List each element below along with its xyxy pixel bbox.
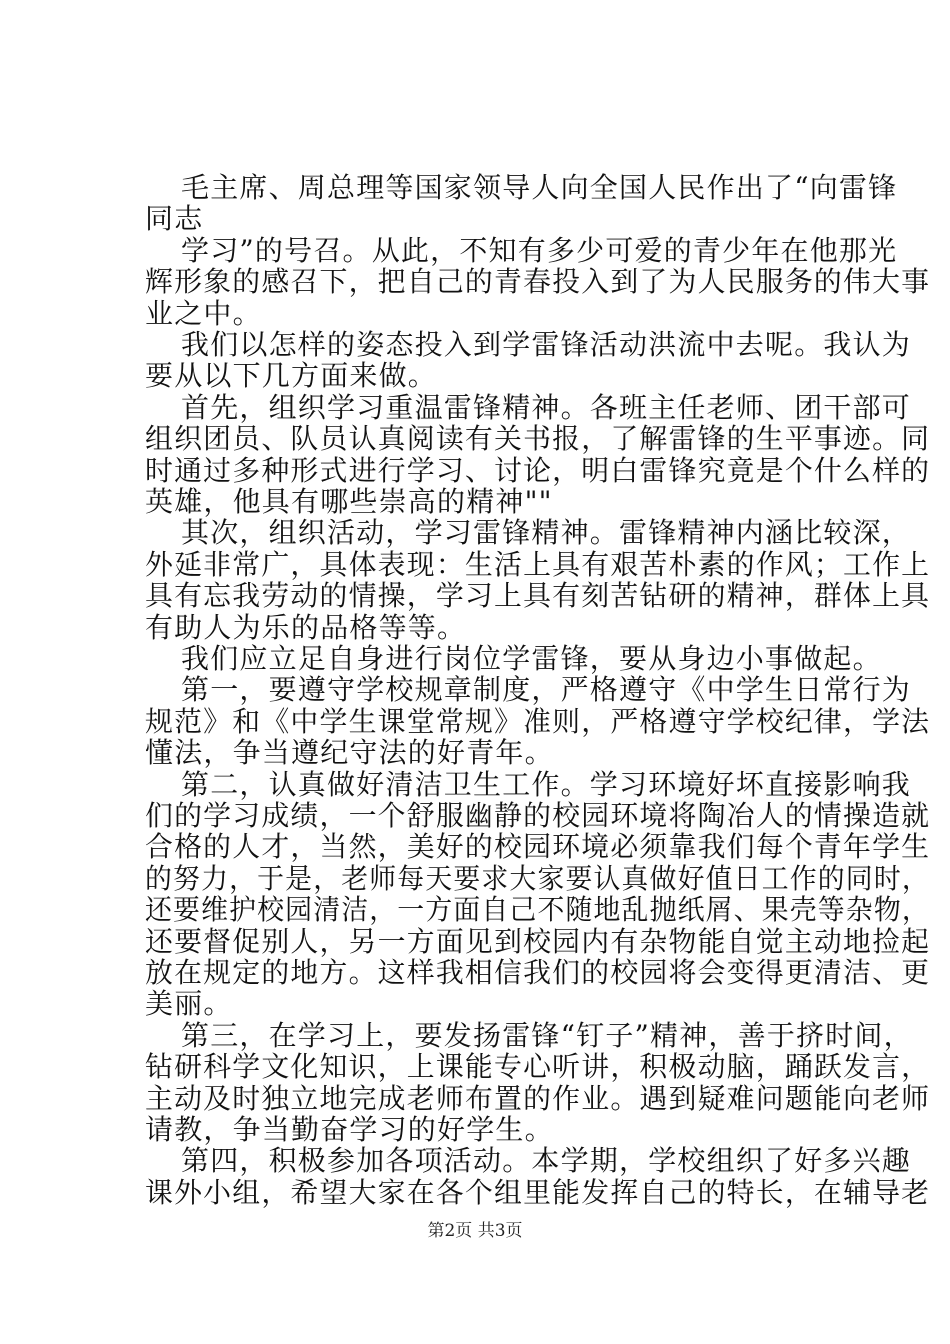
text-line: 我们应立足自身进行岗位学雷锋，要从身边小事做起。 (181, 642, 882, 675)
text-line: 懂法，争当遵纪守法的好青年。 (145, 736, 554, 770)
text-line: 钻研科学文化知识，上课能专心听讲，积极动脑，踊跃发言， (145, 1050, 931, 1084)
text-line: 第四，积极参加各项活动。本学期，学校组织了好多兴趣 (181, 1144, 912, 1178)
text-line: 外延非常广，具体表现：生活上具有艰苦朴素的作风；工作上 (145, 547, 931, 581)
text-line: 同志 (145, 202, 204, 236)
text-line: 的努力，于是，老师每天要求大家要认真做好值日工作的同时， (145, 861, 930, 895)
page-number-footer: 第2页 共3页 (427, 1221, 523, 1241)
text-line: 第二，认真做好清洁卫生工作。学习环境好坏直接影响我 (181, 767, 912, 801)
text-line: 我们以怎样的姿态投入到学雷锋活动洪流中去呢。我认为 (181, 328, 912, 361)
text-line: 有助人为乐的品格等等。 (145, 610, 467, 644)
text-line: 规范》和《中学生课堂常规》准则，严格遵守学校纪律，学法 (145, 704, 931, 738)
text-line: 请教，争当勤奋学习的好学生。 (145, 1113, 554, 1146)
text-line: 首先，组织学习重温雷锋精神。各班主任老师、团干部可 (181, 390, 912, 424)
text-line: 要从以下几方面来做。 (145, 359, 438, 393)
text-line: 们的学习成绩，一个舒服幽静的校园环境将陶冶人的情操造就 (145, 799, 931, 832)
text-line: 英雄，他具有哪些崇高的精神"" (145, 485, 553, 518)
text-line: 第一，要遵守学校规章制度，严格遵守《中学生日常行为 (181, 673, 912, 707)
text-line: 合格的人才，当然，美好的校园环境必须靠我们每个青年学生 (145, 830, 931, 864)
text-line: 还要督促别人，另一方面见到校园内有杂物能自觉主动地捡起 (145, 924, 931, 958)
text-line: 时通过多种形式进行学习、讨论，明白雷锋究竟是个什么样的 (145, 453, 931, 487)
text-line: 辉形象的感召下，把自己的青春投入到了为人民服务的伟大事 (145, 265, 931, 299)
text-line: 其次，组织活动，学习雷锋精神。雷锋精神内涵比较深， (181, 516, 912, 550)
text-line: 具有忘我劳动的情操，学习上具有刻苦钻研的精神，群体上具 (145, 579, 931, 613)
text-line: 第三，在学习上，要发扬雷锋“钉子”精神，善于挤时间， (181, 1018, 913, 1052)
text-line: 主动及时独立地完成老师布置的作业。遇到疑难问题能向老师 (145, 1081, 931, 1115)
text-line: 课外小组，希望大家在各个组里能发挥自己的特长，在辅导老 (145, 1175, 931, 1209)
text-line: 组织团员、队员认真阅读有关书报，了解雷锋的生平事迹。同 (145, 422, 931, 456)
text-line: 还要维护校园清洁，一方面自己不随地乱抛纸屑、果壳等杂物， (145, 893, 930, 927)
text-line: 放在规定的地方。这样我相信我们的校园将会变得更清洁、更 (145, 956, 931, 989)
text-line: 美丽。 (145, 987, 233, 1021)
text-line: 业之中。 (145, 296, 262, 330)
text-line: 毛主席、周总理等国家领导人向全国人民作出了“向雷锋 (181, 171, 898, 204)
text-line: 学习”的号召。从此，不知有多少可爱的青少年在他那光 (181, 233, 898, 267)
